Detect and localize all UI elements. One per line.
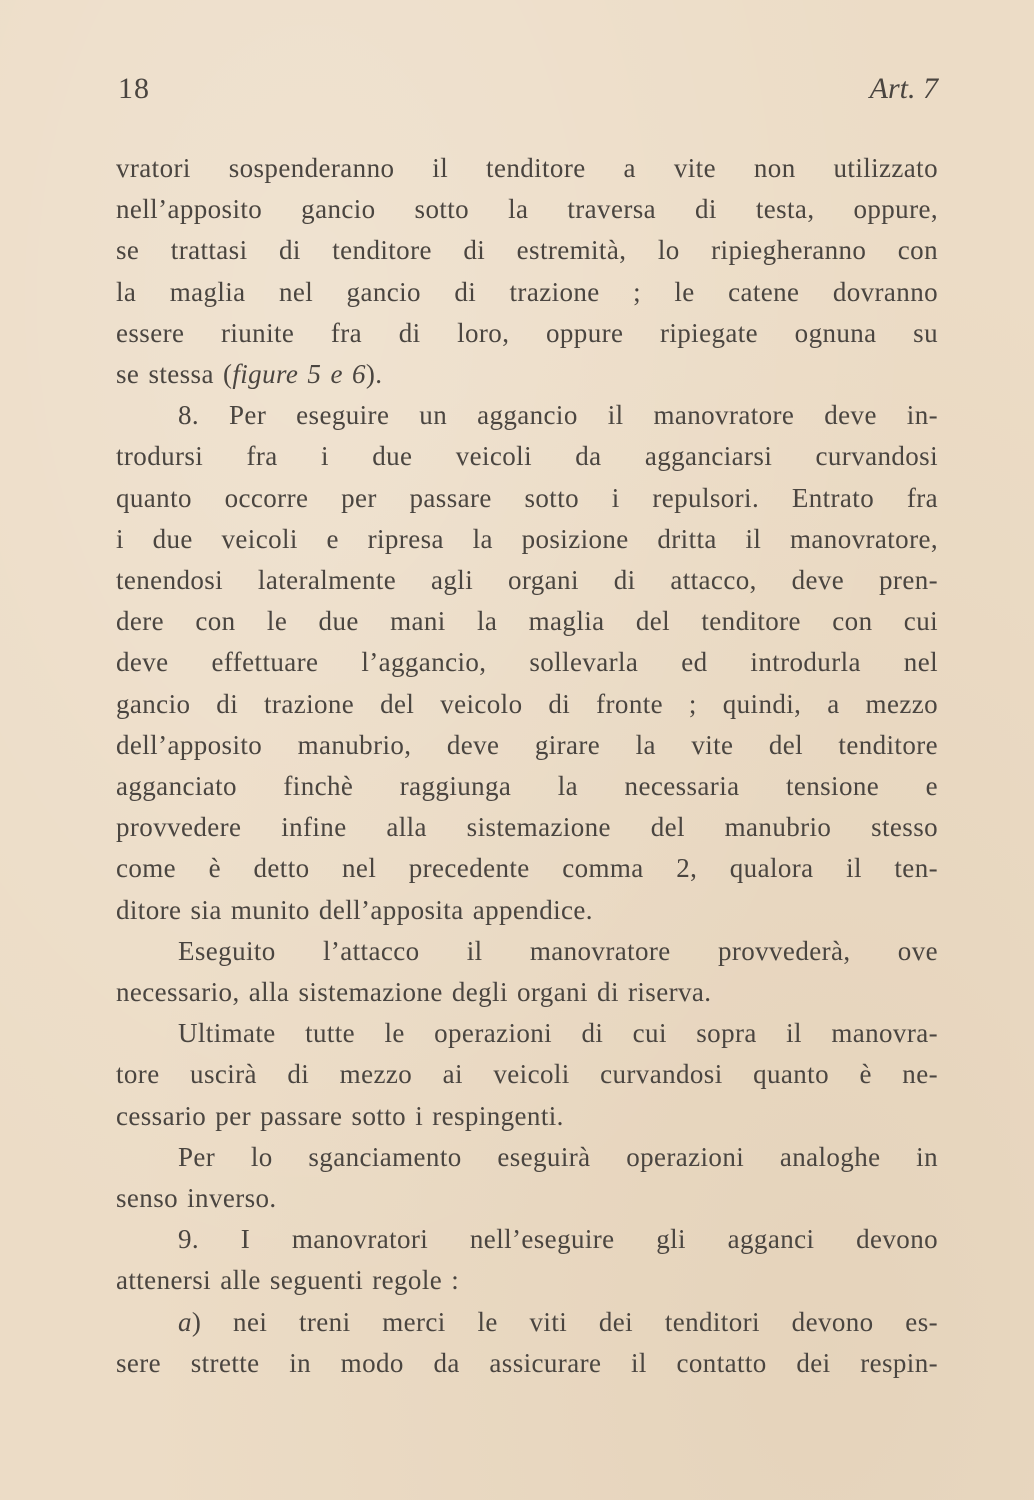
text-fragment: se stessa (: [116, 359, 233, 390]
text-line: agganciato finchè raggiunga la necessaria tensione e: [116, 771, 938, 802]
text-line: dell’apposito manubrio, deve girare la vite del tenditore: [116, 729, 938, 760]
article-heading: Art. 7: [869, 72, 938, 105]
text-line: nell’apposito gancio sotto la traversa di testa, oppure,: [116, 194, 938, 225]
text-line: come è detto nel precedente comma 2, qualora il ten-: [116, 853, 938, 884]
text-line: [116, 354, 938, 395]
text-line: tore uscirà di mezzo ai veicoli curvandosi quanto è ne-: [116, 1059, 938, 1090]
text-line: la maglia nel gancio di trazione ; le catene dovranno: [116, 276, 938, 307]
text-line: essere riunite fra di loro, oppure ripiegate ognuna su: [116, 317, 938, 348]
paragraph-start: Eseguito l’attacco il manovratore provvederà, ove: [178, 935, 938, 966]
text-line: senso inverso.: [116, 1183, 277, 1214]
text-line: gancio di trazione del veicolo di fronte ; quindi, a mezzo: [116, 688, 938, 719]
text-line: se trattasi di tenditore di estremità, lo ripiegheranno con: [116, 235, 938, 266]
text-fragment: ).: [365, 359, 383, 390]
text-line: ditore sia munito dell’apposita appendice.: [116, 894, 593, 925]
text-line: vratori sospenderanno il tenditore a vite non utilizzato: [116, 153, 938, 183]
text-fragment: ) nei treni merci le viti dei tenditori devono es-: [191, 1306, 938, 1337]
list-letter: a: [178, 1306, 192, 1337]
page-number: 18: [118, 72, 150, 105]
paragraph-start: 9. I manovratori nell’eseguire gli agganci devono: [178, 1224, 938, 1255]
body-text: [116, 148, 938, 1384]
text-line: provvedere infine alla sistemazione del manubrio stesso: [116, 812, 938, 843]
text-line: sere strette in modo da assicurare il contatto dei respin-: [116, 1347, 938, 1378]
text-line: i due veicoli e ripresa la posizione dritta il manovratore,: [116, 523, 938, 554]
paragraph-start: Per lo sganciamento eseguirà operazioni analoghe in: [178, 1141, 938, 1172]
page-header: [118, 72, 938, 112]
text-line: deve effettuare l’aggancio, sollevarla ed introdurla nel: [116, 647, 938, 678]
text-line: dere con le due mani la maglia del tenditore con cui: [116, 606, 938, 637]
text-line: tenendosi lateralmente agli organi di attacco, deve pren-: [116, 565, 938, 596]
text-line: trodursi fra i due veicoli da agganciarsi curvandosi: [116, 441, 938, 472]
figure-reference: figure 5 e 6: [232, 359, 366, 390]
text-line: attenersi alle seguenti regole :: [116, 1265, 460, 1296]
text-line: necessario, alla sistemazione degli organi di riserva.: [116, 977, 712, 1008]
text-line: cessario per passare sotto i respingenti.: [116, 1100, 564, 1131]
paragraph-start: 8. Per eseguire un aggancio il manovratore deve in-: [178, 400, 938, 431]
paragraph-start: [116, 1302, 938, 1343]
text-line: quanto occorre per passare sotto i repulsori. Entrato fra: [116, 482, 938, 513]
paragraph-start: Ultimate tutte le operazioni di cui sopra il manovra-: [178, 1018, 938, 1049]
